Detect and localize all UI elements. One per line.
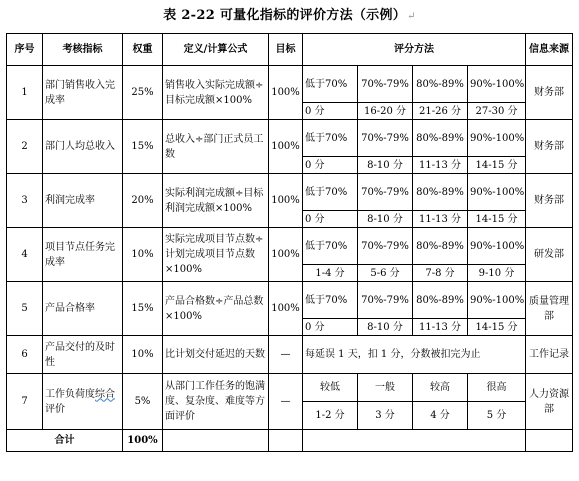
definition-cell: 实际完成项目节点数÷计划完成项目节点数×100%	[163, 228, 269, 282]
caption-text: 表 2-22 可量化指标的评价方法（示例）	[163, 8, 407, 23]
row-number: 6	[7, 336, 43, 374]
header-target: 目标	[269, 34, 303, 66]
score-cell: 5 分	[468, 402, 526, 430]
level-cell: 一般	[358, 374, 413, 402]
level-cell: 较高	[413, 374, 468, 402]
indicator-cell	[43, 374, 123, 430]
level-cell: 90%-100%	[468, 66, 526, 103]
definition-cell: 产品合格数÷产品总数×100%	[163, 282, 269, 336]
indicator-cell: 部门销售收入完成率	[43, 66, 123, 120]
return-mark-icon: ↵	[407, 11, 416, 22]
source-cell: 财务部	[526, 174, 573, 228]
source-cell: 工作记录	[526, 336, 573, 374]
empty-cell	[269, 430, 303, 452]
header-source: 信息来源	[526, 34, 573, 66]
score-cell: 11-13 分	[413, 157, 468, 174]
level-cell: 低于70%	[303, 282, 358, 319]
score-cell: 14-15 分	[468, 211, 526, 228]
row-number: 2	[7, 120, 43, 174]
indicator-cell: 利润完成率	[43, 174, 123, 228]
table-caption	[0, 4, 579, 23]
source-cell: 人力资源部	[526, 374, 573, 430]
level-cell: 90%-100%	[468, 228, 526, 265]
level-cell: 80%-89%	[413, 120, 468, 157]
evaluation-table	[6, 33, 573, 452]
score-cell: 8-10 分	[358, 211, 413, 228]
indicator-text: 工作负荷度	[45, 388, 95, 400]
target-cell: 100%	[269, 228, 303, 282]
indicator-cell: 部门人均总收入	[43, 120, 123, 174]
weight-cell: 20%	[123, 174, 163, 228]
header-no: 序号	[7, 34, 43, 66]
target-cell: 100%	[269, 282, 303, 336]
level-cell: 70%-79%	[358, 174, 413, 211]
weight-cell: 10%	[123, 228, 163, 282]
score-cell: 5-6 分	[358, 265, 413, 282]
score-cell: 1-2 分	[303, 402, 358, 430]
target-cell: 100%	[269, 66, 303, 120]
score-cell: 7-8 分	[413, 265, 468, 282]
table-row	[7, 374, 573, 402]
empty-cell	[526, 430, 573, 452]
weight-cell: 15%	[123, 120, 163, 174]
header-definition: 定义/计算公式	[163, 34, 269, 66]
score-cell: 11-13 分	[413, 319, 468, 336]
empty-cell	[303, 430, 526, 452]
level-cell: 70%-79%	[358, 282, 413, 319]
definition-cell: 比计划交付延迟的天数	[163, 336, 269, 374]
score-cell: 8-10 分	[358, 319, 413, 336]
score-cell: 11-13 分	[413, 211, 468, 228]
level-cell: 低于70%	[303, 174, 358, 211]
row-number: 5	[7, 282, 43, 336]
row-number: 3	[7, 174, 43, 228]
table-row	[7, 336, 573, 374]
level-cell: 低于70%	[303, 66, 358, 103]
definition-cell: 总收入÷部门正式员工数	[163, 120, 269, 174]
header-method: 评分方法	[303, 34, 526, 66]
rule-cell: 每延误 1 天，扣 1 分，分数被扣完为止	[303, 336, 526, 374]
score-cell: 14-15 分	[468, 319, 526, 336]
definition-cell: 实际利润完成额÷目标利润完成额×100%	[163, 174, 269, 228]
indicator-cell: 产品合格率	[43, 282, 123, 336]
level-cell: 80%-89%	[413, 282, 468, 319]
level-cell: 70%-79%	[358, 228, 413, 265]
score-cell: 1-4 分	[303, 265, 358, 282]
indicator-text-marked: 综合	[95, 388, 115, 400]
score-cell: 9-10 分	[468, 265, 526, 282]
definition-cell: 销售收入实际完成额÷目标完成额×100%	[163, 66, 269, 120]
header-weight: 权重	[123, 34, 163, 66]
level-cell: 80%-89%	[413, 228, 468, 265]
level-cell: 较低	[303, 374, 358, 402]
weight-cell: 25%	[123, 66, 163, 120]
row-number: 7	[7, 374, 43, 430]
total-weight: 100%	[123, 430, 163, 452]
target-cell: —	[269, 336, 303, 374]
level-cell: 90%-100%	[468, 282, 526, 319]
definition-cell: 从部门工作任务的饱满度、复杂度、难度等方面评价	[163, 374, 269, 430]
score-cell: 0 分	[303, 103, 358, 120]
table-row	[7, 66, 573, 103]
indicator-cell: 产品交付的及时性	[43, 336, 123, 374]
total-row	[7, 430, 573, 452]
source-cell: 质量管理部	[526, 282, 573, 336]
score-cell: 0 分	[303, 211, 358, 228]
level-cell: 80%-89%	[413, 174, 468, 211]
target-cell: —	[269, 374, 303, 430]
table-row	[7, 120, 573, 157]
score-cell: 21-26 分	[413, 103, 468, 120]
score-cell: 3 分	[358, 402, 413, 430]
weight-cell: 15%	[123, 282, 163, 336]
score-cell: 27-30 分	[468, 103, 526, 120]
level-cell: 低于70%	[303, 120, 358, 157]
level-cell: 90%-100%	[468, 120, 526, 157]
source-cell: 财务部	[526, 66, 573, 120]
level-cell: 低于70%	[303, 228, 358, 265]
score-cell: 0 分	[303, 319, 358, 336]
target-cell: 100%	[269, 120, 303, 174]
weight-cell: 5%	[123, 374, 163, 430]
target-cell: 100%	[269, 174, 303, 228]
source-cell: 财务部	[526, 120, 573, 174]
score-cell: 14-15 分	[468, 157, 526, 174]
row-number: 4	[7, 228, 43, 282]
header-indicator: 考核指标	[43, 34, 123, 66]
level-cell: 70%-79%	[358, 120, 413, 157]
level-cell: 70%-79%	[358, 66, 413, 103]
indicator-cell: 项目节点任务完成率	[43, 228, 123, 282]
level-cell: 90%-100%	[468, 174, 526, 211]
header-row	[7, 34, 573, 66]
table-row	[7, 228, 573, 265]
total-label: 合计	[7, 430, 123, 452]
row-number: 1	[7, 66, 43, 120]
indicator-text: 评价	[45, 403, 65, 415]
table-row	[7, 282, 573, 319]
score-cell: 16-20 分	[358, 103, 413, 120]
level-cell: 很高	[468, 374, 526, 402]
table-row	[7, 174, 573, 211]
weight-cell: 10%	[123, 336, 163, 374]
score-cell: 4 分	[413, 402, 468, 430]
source-cell: 研发部	[526, 228, 573, 282]
level-cell: 80%-89%	[413, 66, 468, 103]
empty-cell	[163, 430, 269, 452]
score-cell: 8-10 分	[358, 157, 413, 174]
score-cell: 0 分	[303, 157, 358, 174]
